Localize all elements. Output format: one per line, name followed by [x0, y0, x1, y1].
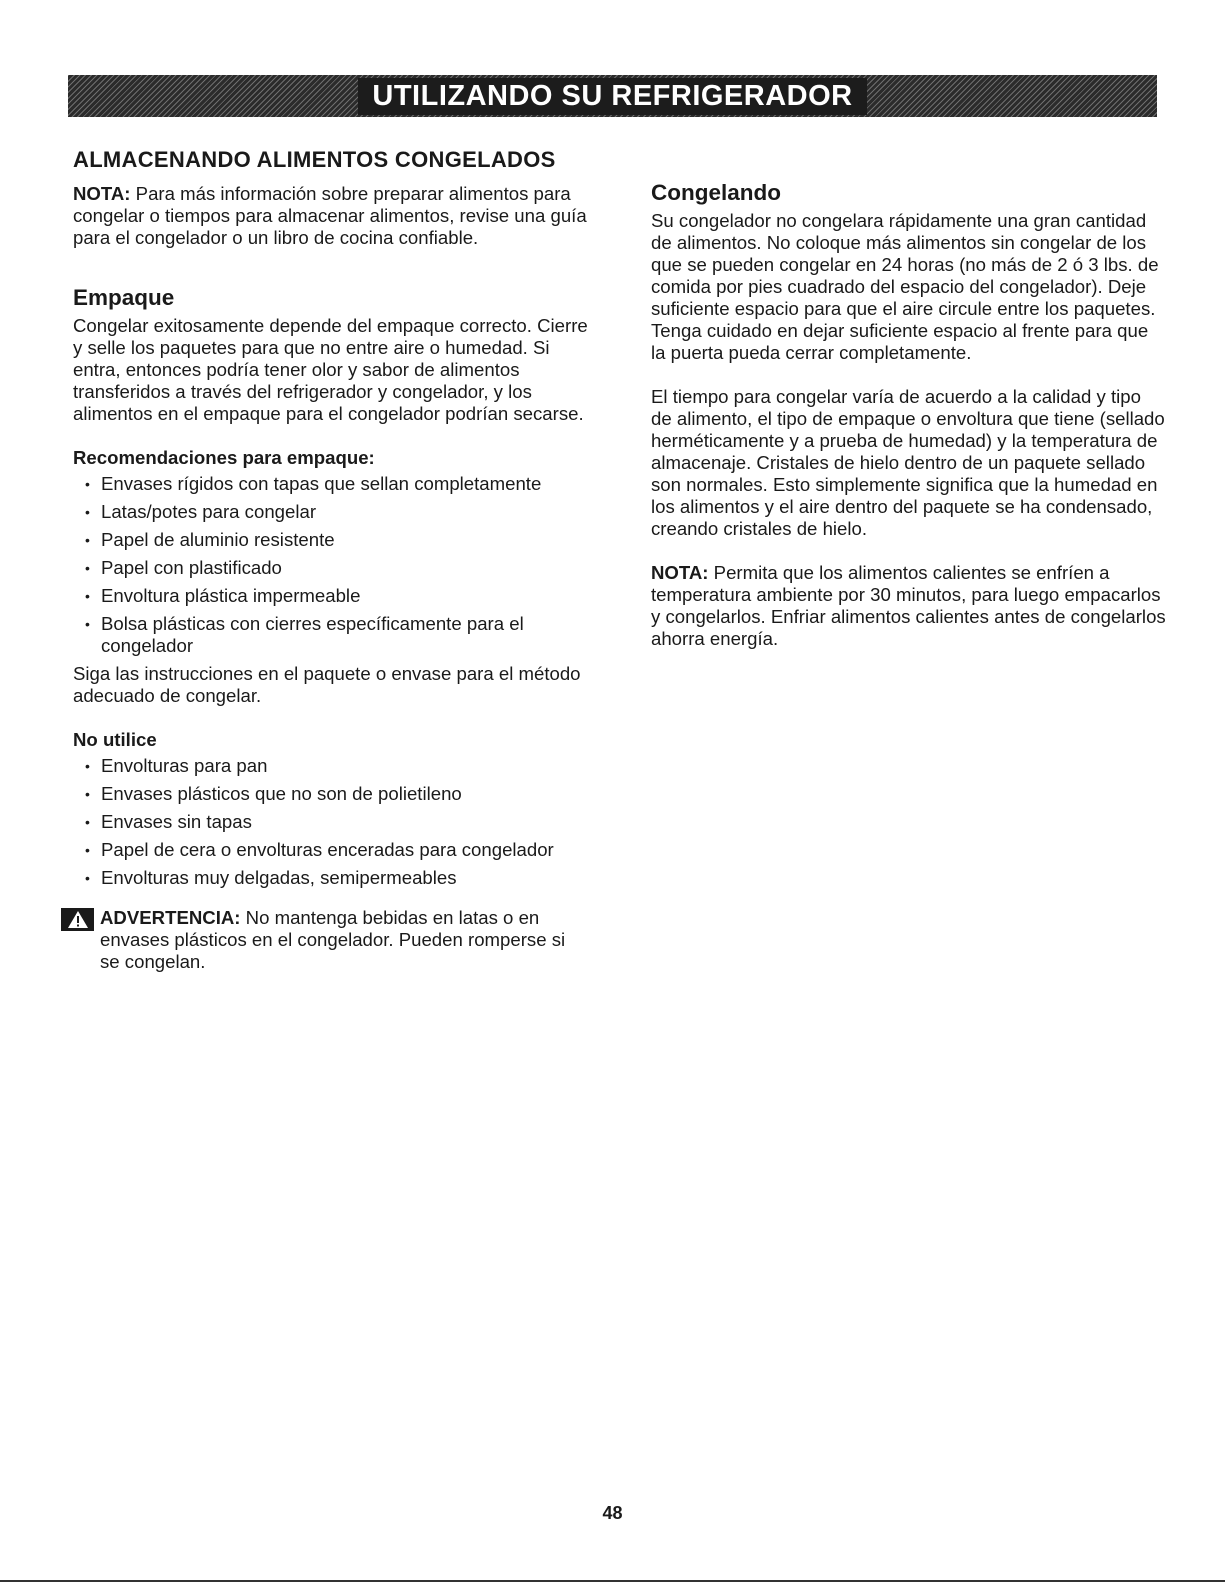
congelando-paragraph-1: Su congelador no congelara rápidamente una gran cantidad de alimentos. No coloque más alimentos sin congelar de los que se pueden congelar en 24 horas (no más de 2 ó 3 lbs. de comida por pies cuadrado del espacio del congelador). Deje suficiente espacio para que el aire circule entre los paquetes. Tenga cuidado en dejar suficiente espacio al frente para que la puerta pueda cerrar completamente. — [651, 210, 1159, 363]
note-paragraph — [651, 562, 1166, 650]
right-column — [651, 180, 1166, 650]
list-item: • Envases rígidos con tapas que sellan completamente — [85, 473, 542, 494]
warning-text: No mantenga bebidas en latas o en envases plásticos en el congelador. Pueden romperse si se congelan. — [100, 907, 566, 972]
no-utilice-heading: No utilice — [73, 729, 157, 750]
left-column — [73, 148, 598, 973]
bullet-icon: • — [85, 814, 90, 830]
bullet-icon: • — [85, 758, 90, 774]
no-utilice-list — [73, 755, 598, 889]
recomendaciones-heading: Recomendaciones para empaque: — [73, 447, 375, 468]
note-label: NOTA: — [651, 562, 709, 583]
empaque-body: Congelar exitosamente depende del empaque correcto. Cierre y selle los paquetes para que no entre aire o humedad. Si entra, entonces podría tener olor y sabor de alimentos transferidos a través del refrigerador y congelador, y los alimentos en el empaque para el congelador podrían secarse. — [73, 315, 588, 424]
list-item: • Papel de aluminio resistente — [85, 529, 335, 550]
recomendaciones-list — [73, 473, 598, 657]
bullet-icon: • — [85, 786, 90, 802]
bullet-icon: • — [85, 504, 90, 520]
note-paragraph — [73, 183, 598, 249]
bullet-icon: • — [85, 560, 90, 576]
bullet-icon: • — [85, 616, 90, 632]
bullet-icon: • — [85, 588, 90, 604]
warning-label: ADVERTENCIA: — [100, 907, 241, 928]
empaque-heading: Empaque — [73, 285, 175, 310]
bullet-icon: • — [85, 532, 90, 548]
note-text: Permita que los alimentos calientes se enfríen a temperatura ambiente por 30 minutos, para luego empacarlos y congelarlos. Enfriar alimentos calientes antes de congelarlos ahorra energía. — [651, 562, 1166, 649]
list-item: • Latas/potes para congelar — [85, 501, 317, 522]
list-item: • Papel de cera o envolturas enceradas para congelador — [85, 839, 554, 860]
congelando-heading: Congelando — [651, 180, 781, 205]
main-heading: ALMACENANDO ALIMENTOS CONGELADOS — [73, 147, 556, 172]
warning-triangle-icon — [61, 908, 94, 931]
bullet-icon: • — [85, 842, 90, 858]
bullet-icon: • — [85, 476, 90, 492]
list-item: • Envases sin tapas — [85, 811, 252, 832]
list-item: • Envolturas muy delgadas, semipermeables — [85, 867, 457, 888]
congelando-paragraph-2: El tiempo para congelar varía de acuerdo a la calidad y tipo de alimento, el tipo de empaque o envoltura que tiene (sellado herméticamente y a prueba de humedad) y la temperatura de almacenaje. Cristales de hielo dentro de un paquete sellado son normales. Esto simplemente significa que la humedad en los alimentos y el aire dentro del paquete se ha condensado, creando cristales de hielo. — [651, 386, 1165, 539]
note-label: NOTA: — [73, 183, 131, 204]
bottom-rule — [0, 1580, 1225, 1582]
section-banner — [68, 75, 1157, 117]
banner-title: UTILIZANDO SU REFRIGERADOR — [358, 78, 866, 115]
recomendaciones-followup: Siga las instrucciones en el paquete o envase para el método adecuado de congelar. — [73, 663, 581, 706]
bullet-icon: • — [85, 870, 90, 886]
list-item: • Bolsa plásticas con cierres específicamente para el congelador — [85, 613, 524, 656]
list-item: • Papel con plastificado — [85, 557, 282, 578]
page-number: 48 — [602, 1503, 623, 1523]
warning-block — [73, 907, 578, 973]
note-text: Para más información sobre preparar alimentos para congelar o tiempos para almacenar alimentos, revise una guía para el congelador o un libro de cocina confiable. — [73, 183, 587, 248]
list-item: • Envoltura plástica impermeable — [85, 585, 361, 606]
list-item: • Envolturas para pan — [85, 755, 268, 776]
list-item: • Envases plásticos que no son de polietileno — [85, 783, 462, 804]
